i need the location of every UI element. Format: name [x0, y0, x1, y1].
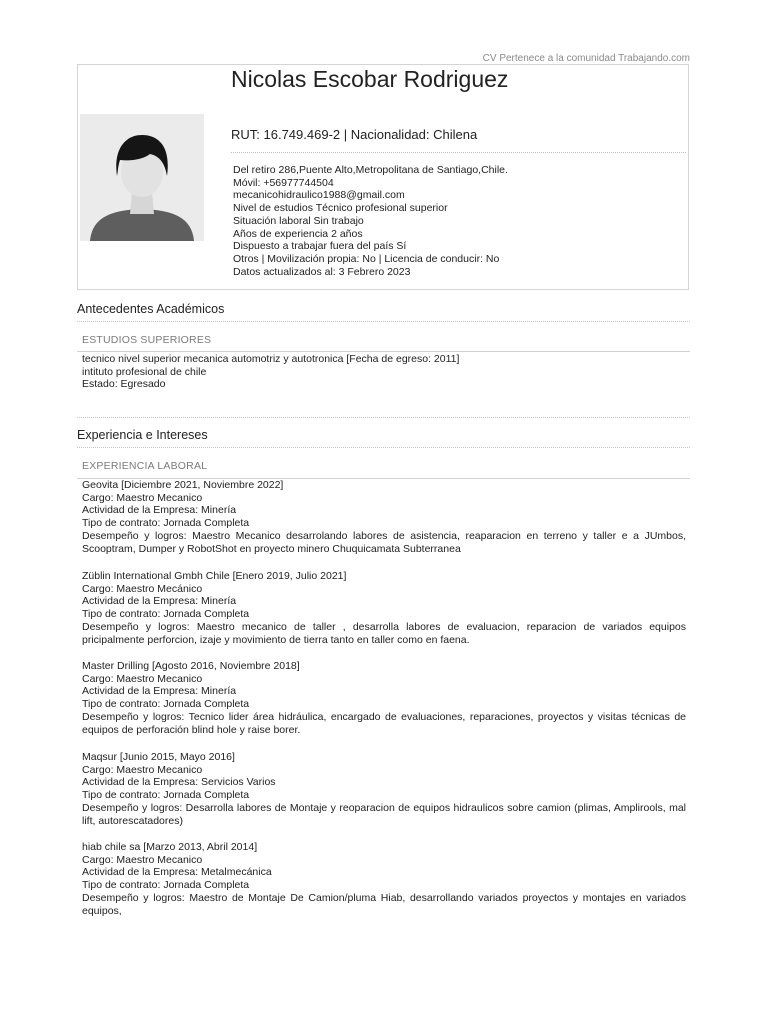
work-experience-title: EXPERIENCIA LABORAL [82, 460, 208, 472]
job-contract: Tipo de contrato: Jornada Completa [82, 517, 250, 530]
source-note: CV Pertenece a la comunidad Trabajando.com [482, 53, 690, 64]
education-status-line: Estado: Egresado [82, 378, 166, 391]
experience-section-title: Experiencia e Intereses [77, 428, 208, 442]
job-header: Master Drilling [Agosto 2016, Noviembre 2018] [82, 660, 300, 672]
job-contract: Tipo de contrato: Jornada Completa [82, 698, 250, 711]
header-divider [231, 152, 686, 153]
job-entry [82, 751, 686, 827]
job-contract: Tipo de contrato: Jornada Completa [82, 608, 250, 621]
job-industry: Actividad de la Empresa: Minería [82, 504, 237, 517]
candidate-name: Nicolas Escobar Rodriguez [231, 66, 509, 92]
job-entry [82, 841, 686, 917]
section-divider [77, 321, 690, 322]
avatar-placeholder-icon [80, 114, 204, 241]
job-industry: Actividad de la Empresa: Minería [82, 595, 237, 608]
job-description: Desempeño y logros: Desarrolla labores de Montaje y reoparacion de equipos hidraulicos sobre camion (plimas, Amplirools, mal lift, autorescatadores) [82, 801, 686, 827]
experience-years-line: Años de experiencia 2 años [233, 227, 363, 240]
job-position: Cargo: Maestro Mecanico [82, 763, 203, 776]
job-entry [82, 570, 686, 646]
job-header: hiab chile sa [Marzo 2013, Abril 2014] [82, 841, 258, 853]
higher-studies-title: ESTUDIOS SUPERIORES [82, 334, 212, 346]
contact-details [233, 164, 508, 278]
job-description: Desempeño y logros: Maestro mecanico de taller , desarrolla labores de evaluacion, reparacion de variados equipos pricipalmente perforcion, izaje y movimiento de tierra tanto en taller como en faena. [82, 620, 686, 646]
job-description: Desempeño y logros: Maestro Mecanico desarrolando labores de asistencia, reaparacion en terreno y taller e a JUmbos, Scooptram, Dumper y RobotShot en proyecto minero Chuquicamata Subterranea [82, 529, 686, 555]
education-level-line: Nivel de estudios Técnico profesional superior [233, 202, 448, 215]
degree-line: tecnico nivel superior mecanica automotriz y autotronica [Fecha de egreso: 2011] [82, 353, 460, 365]
job-position: Cargo: Maestro Mecanico [82, 491, 203, 504]
job-entry [82, 479, 686, 555]
job-industry: Actividad de la Empresa: Metalmecánica [82, 866, 272, 879]
job-description: Desempeño y logros: Tecnico lider área hidráulica, encargado de evaluaciones, reparaciones, proyectos y visitas técnicas de equipos de perforación blind hole y raise borer. [82, 710, 686, 736]
job-contract: Tipo de contrato: Jornada Completa [82, 879, 250, 892]
rut-nationality: RUT: 16.749.469-2 | Nacionalidad: Chilena [231, 127, 478, 142]
mobility-license-line: Otros | Movilización propia: No | Licencia de conducir: No [233, 252, 500, 265]
employment-status-line: Situación laboral Sin trabajo [233, 214, 364, 227]
job-contract: Tipo de contrato: Jornada Completa [82, 789, 250, 802]
job-position: Cargo: Maestro Mecánico [82, 582, 203, 595]
education-entry [82, 353, 686, 391]
job-entry [82, 660, 686, 736]
institution-line: intituto profesional de chile [82, 365, 207, 378]
job-position: Cargo: Maestro Mecanico [82, 853, 203, 866]
updated-date-line: Datos actualizados al: 3 Febrero 2023 [233, 265, 411, 278]
relocation-line: Dispuesto a trabajar fuera del país Sí [233, 240, 407, 253]
profile-header [77, 64, 689, 290]
job-header: Züblin International Gmbh Chile [Enero 2019, Julio 2021] [82, 570, 347, 582]
job-industry: Actividad de la Empresa: Minería [82, 685, 237, 698]
subsection-divider [77, 351, 690, 352]
address-line: Del retiro 286,Puente Alto,Metropolitana de Santiago,Chile. [233, 164, 508, 176]
mobile-line: Móvil: +56977744504 [233, 176, 334, 189]
profile-avatar [80, 114, 204, 241]
job-industry: Actividad de la Empresa: Servicios Varios [82, 776, 276, 789]
section-divider [77, 417, 690, 418]
email-line: mecanicohidraulico1988@gmail.com [233, 189, 405, 202]
job-position: Cargo: Maestro Mecanico [82, 672, 203, 685]
academic-section-title: Antecedentes Académicos [77, 302, 225, 316]
job-header: Maqsur [Junio 2015, Mayo 2016] [82, 751, 235, 763]
job-description: Desempeño y logros: Maestro de Montaje De Camion/pluma Hiab, desarrollando variados proyectos y montajes en variados equipos, [82, 891, 686, 917]
job-header: Geovita [Diciembre 2021, Noviembre 2022] [82, 479, 284, 491]
section-divider [77, 447, 690, 448]
